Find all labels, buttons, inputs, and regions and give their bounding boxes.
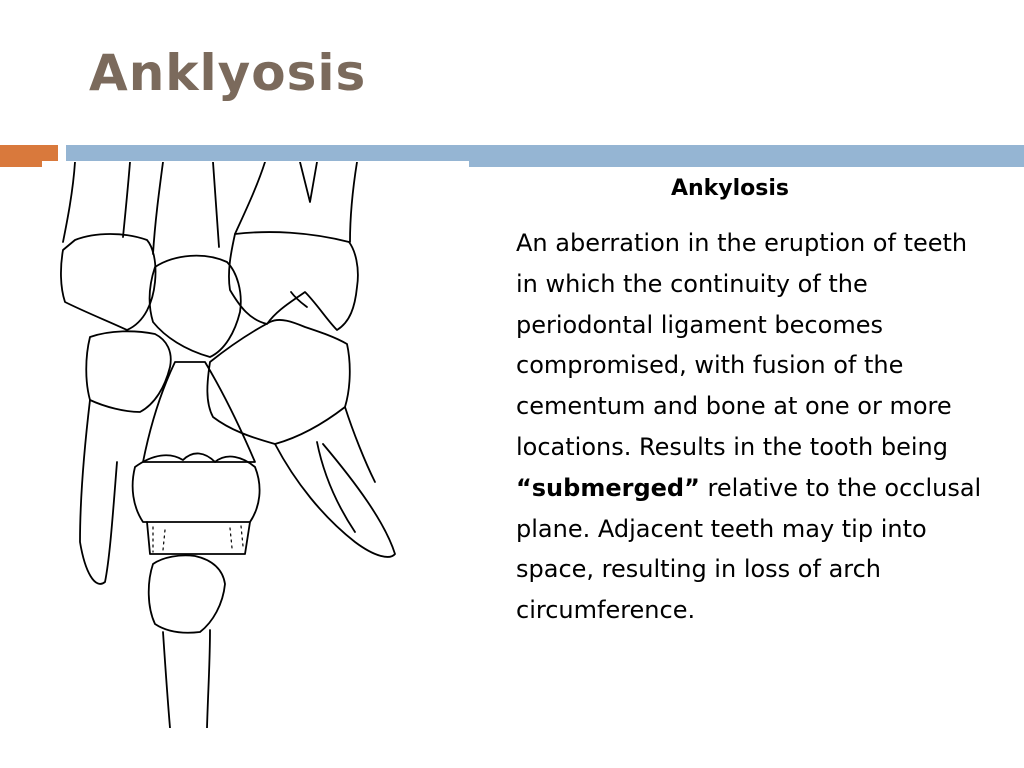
root-left bbox=[63, 162, 75, 242]
molar-right-root-inner bbox=[317, 442, 355, 532]
teeth-ankylosis-illustration bbox=[55, 162, 465, 728]
molar-right-root-long bbox=[275, 444, 395, 557]
submerged-cervical-band bbox=[147, 522, 250, 554]
content-heading: Ankylosis bbox=[670, 176, 790, 201]
crown-upper-left bbox=[61, 234, 156, 330]
definition-emphasis: “submerged” bbox=[516, 473, 700, 502]
definition-text-end: relative to the occlusal plane. Adjacent teeth may tip into space, resulting in loss of arch circumference. bbox=[516, 473, 982, 625]
lower-premolar-root-left bbox=[163, 632, 170, 728]
center-diamond bbox=[143, 362, 255, 462]
lower-premolar-root-right bbox=[207, 630, 210, 728]
crown-upper-right bbox=[229, 232, 358, 330]
crown-upper-middle bbox=[150, 256, 241, 357]
crown-middle-left bbox=[86, 331, 171, 412]
submerged-crown bbox=[133, 453, 260, 522]
definition-paragraph bbox=[516, 223, 986, 631]
root-center-right bbox=[213, 162, 219, 247]
lower-premolar-crown bbox=[149, 555, 225, 632]
root-left-inner bbox=[123, 162, 130, 237]
molar-right-root-side bbox=[345, 407, 375, 482]
definition-text-start: An aberration in the eruption of teeth in which the continuity of the periodontal ligament becomes compromised, with fusion of the cementum and bone at one or more locations. Results in the tooth being bbox=[516, 229, 968, 461]
root-center-left bbox=[153, 162, 163, 254]
slide-title: Anklyosis bbox=[89, 44, 367, 102]
root-notch bbox=[300, 162, 317, 202]
root-right-left bbox=[235, 162, 265, 234]
root-middle-left bbox=[80, 400, 117, 584]
root-right bbox=[350, 162, 357, 242]
